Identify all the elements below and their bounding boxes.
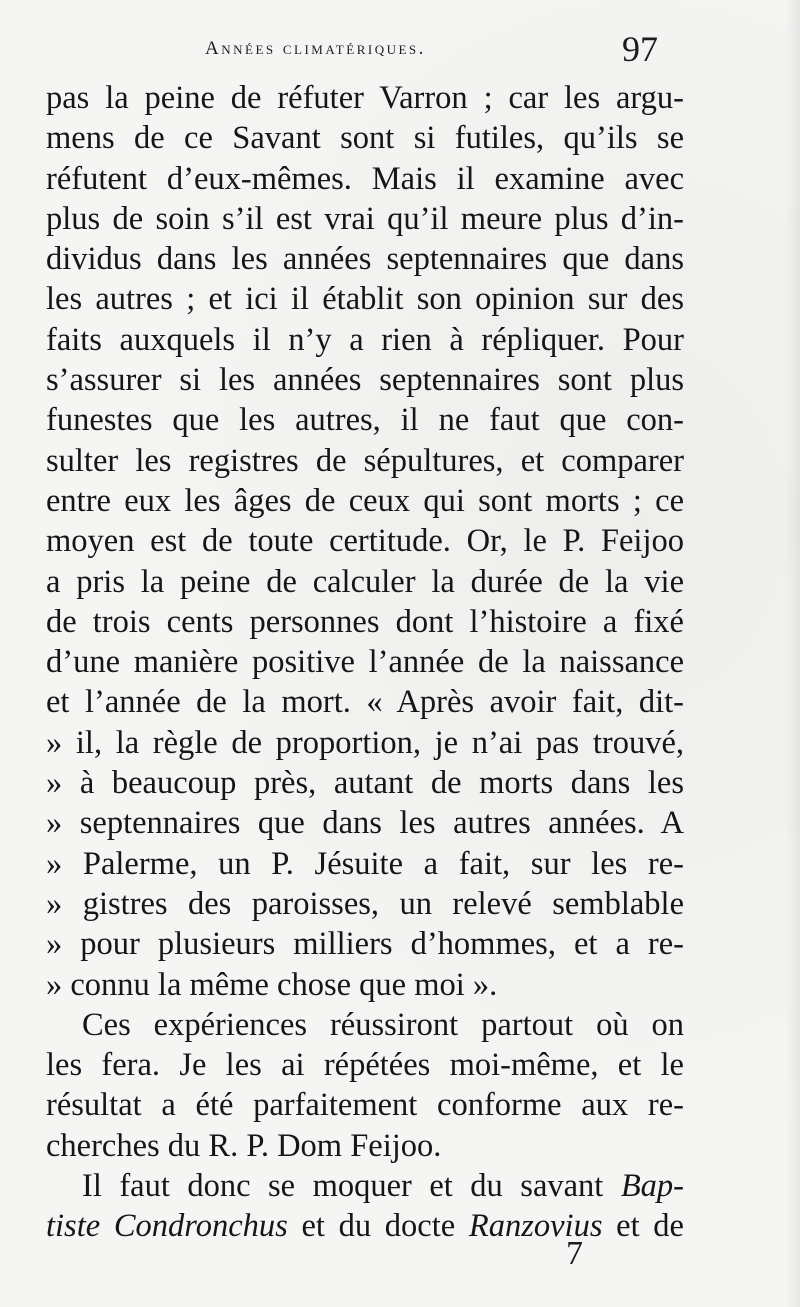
page-number: 97 (622, 29, 658, 69)
text-line: s’assurer si les années septennaires sont plus (46, 362, 684, 399)
text-line: funestes que les autres, il ne faut que con- (46, 402, 684, 439)
italic-name: Bap- (620, 1168, 684, 1205)
quote-line: » Palerme, un P. Jésuite a fait, sur les re- (46, 845, 684, 882)
quote-line: » gistres des paroisses, un relevé semblable (46, 885, 684, 922)
text-segment: Il faut donc se moquer et du savant (82, 1168, 621, 1205)
running-title: Années climatériques. (205, 38, 426, 59)
text-line: plus de soin s’il est vrai qu’il meure plus d’in- (46, 200, 684, 237)
text-line: d’une manière positive l’année de la naissance (46, 644, 684, 681)
text-line: moyen est de toute certitude. Or, le P. Feijoo (46, 523, 684, 560)
text-line: dividus dans les années septennaires que dans (46, 241, 684, 278)
text-line: sulter les registres de sépultures, et comparer (46, 442, 684, 479)
text-line: entre eux les âges de ceux qui sont morts ; ce (46, 482, 684, 519)
text-line: réfutent d’eux-mêmes. Mais il examine avec (46, 160, 684, 197)
body-text (46, 78, 684, 1247)
paragraph-start-line (46, 1166, 684, 1206)
text-line: résultat a été parfaitement conforme aux re- (46, 1087, 684, 1124)
page-edge-shadow (786, 0, 800, 1307)
quote-line: » à beaucoup près, autant de morts dans les (46, 765, 684, 802)
quote-line: » pour plusieurs milliers d’hommes, et a re- (46, 926, 684, 963)
text-line: mens de ce Savant sont si futiles, qu’ils se (46, 120, 684, 157)
quote-line: » connu la même chose que moi ». (46, 966, 498, 1003)
text-line: les autres ; et ici il établit son opinion sur des (46, 281, 684, 318)
text-segment: et du docte (287, 1208, 469, 1245)
text-line: cherches du R. P. Dom Feijoo. (46, 1127, 442, 1164)
text-line: pas la peine de réfuter Varron ; car les argu- (46, 80, 684, 116)
text-segment: et de (602, 1208, 684, 1245)
quote-line: » il, la règle de proportion, je n’ai pas trouvé, (46, 724, 684, 761)
text-line: de trois cents personnes dont l’histoire a fixé (46, 603, 684, 640)
paragraph-start-line: Ces expériences réussiront partout où on (82, 1006, 684, 1043)
text-line: faits auxquels il n’y a rien à répliquer. Pour (46, 321, 684, 358)
quote-line: » septennaires que dans les autres années. A (46, 805, 684, 842)
text-line: a pris la peine de calculer la durée de la vie (46, 563, 684, 600)
printer-signature: 7 (566, 1235, 583, 1272)
text-line: et l’année de la mort. « Après avoir fait, dit- (46, 684, 684, 721)
text-line (46, 1206, 684, 1246)
text-line: les fera. Je les ai répétées moi-même, et le (46, 1047, 684, 1084)
italic-name: Ranzovius (468, 1208, 603, 1245)
italic-name: tiste Condronchus (46, 1208, 288, 1245)
